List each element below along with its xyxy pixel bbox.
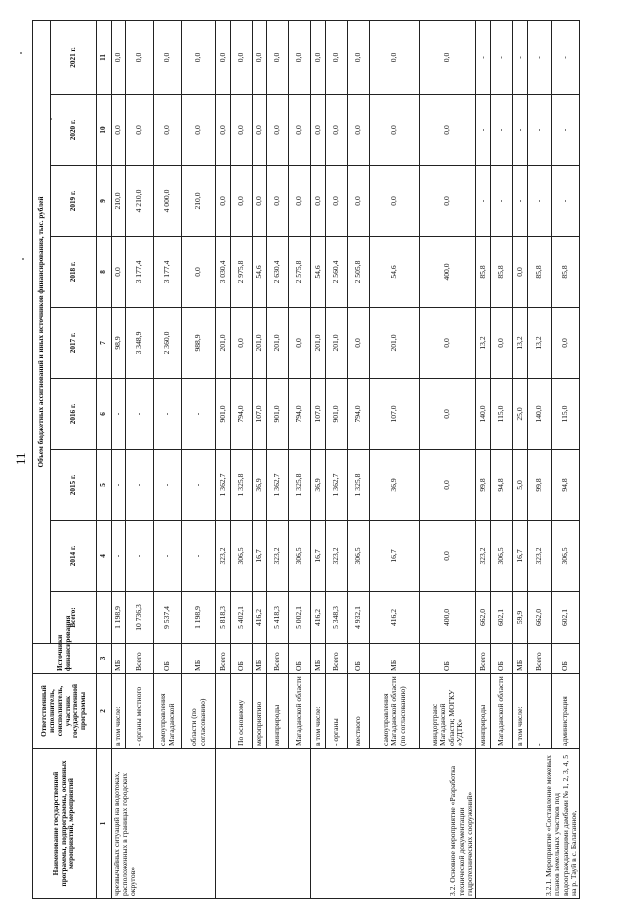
value-cell: 2 975,8 bbox=[231, 237, 253, 308]
value-cell: 0,0 bbox=[216, 166, 231, 237]
value-cell: 0,0 bbox=[420, 95, 476, 166]
value-cell: 602,1 bbox=[552, 592, 580, 644]
source-cell: МБ bbox=[370, 644, 420, 674]
value-cell: 662,0 bbox=[476, 592, 491, 644]
value-cell: 94,8 bbox=[552, 450, 580, 521]
value-cell: 2 505,8 bbox=[348, 237, 370, 308]
value-cell: 323,2 bbox=[326, 521, 348, 592]
executor-cell: самоуправления Магаданской bbox=[154, 674, 182, 749]
value-cell: 5 002,1 bbox=[289, 592, 311, 644]
header-year: 2018 г. bbox=[51, 237, 97, 308]
value-cell: 16,7 bbox=[253, 521, 267, 592]
value-cell: 5,0 bbox=[513, 450, 528, 521]
header-year: 2019 г. bbox=[51, 166, 97, 237]
row-name-cell: 3.2. Основное мероприятие «Разработка технической документации гидротехнических сооружений» bbox=[311, 749, 476, 899]
table-row bbox=[476, 20, 491, 898]
value-cell: 0,0 bbox=[289, 95, 311, 166]
column-number-row bbox=[97, 20, 112, 898]
value-cell: 0,0 bbox=[267, 166, 289, 237]
source-cell: Всего bbox=[126, 644, 154, 674]
value-cell: 0,0 bbox=[370, 95, 420, 166]
value-cell: 16,7 bbox=[513, 521, 528, 592]
table-body bbox=[112, 20, 580, 898]
executor-cell bbox=[216, 674, 231, 749]
value-cell: 0,0 bbox=[182, 237, 216, 308]
value-cell: 0,0 bbox=[126, 20, 154, 94]
value-cell: 0,0 bbox=[420, 20, 476, 94]
value-cell: 16,7 bbox=[311, 521, 326, 592]
executor-cell: миндортранс Магаданской области; МОГКУ «УДТК» bbox=[420, 674, 476, 749]
value-cell: 1 198,9 bbox=[112, 592, 126, 644]
value-cell: 0,0 bbox=[253, 95, 267, 166]
value-cell: 107,0 bbox=[253, 379, 267, 450]
value-cell: - bbox=[528, 20, 552, 94]
column-number: 6 bbox=[97, 379, 112, 450]
executor-cell: в том числе: bbox=[311, 674, 326, 749]
value-cell: 794,0 bbox=[289, 379, 311, 450]
header-total: Всего: bbox=[51, 592, 97, 644]
header-funding-group: Объем бюджетных ассигнований и иных источников финансирования, тыс. рублей bbox=[33, 20, 51, 643]
value-cell: - bbox=[528, 166, 552, 237]
executor-cell: администрация bbox=[552, 674, 580, 749]
value-cell: 9 537,4 bbox=[154, 592, 182, 644]
value-cell: 0,0 bbox=[348, 166, 370, 237]
value-cell: 0,0 bbox=[154, 20, 182, 94]
value-cell: 16,7 bbox=[370, 521, 420, 592]
value-cell: 210,0 bbox=[112, 166, 126, 237]
value-cell: 0,0 bbox=[420, 521, 476, 592]
value-cell: 0,0 bbox=[231, 166, 253, 237]
executor-cell: мероприятию bbox=[253, 674, 267, 749]
value-cell: 794,0 bbox=[348, 379, 370, 450]
value-cell: - bbox=[126, 521, 154, 592]
value-cell: 323,2 bbox=[476, 521, 491, 592]
header-year: 2021 г. bbox=[51, 20, 97, 94]
value-cell: 0,0 bbox=[348, 308, 370, 379]
value-cell: 323,2 bbox=[267, 521, 289, 592]
value-cell: 0,0 bbox=[267, 20, 289, 94]
executor-cell: минприроды bbox=[476, 674, 491, 749]
value-cell: 201,0 bbox=[326, 308, 348, 379]
value-cell: 0,0 bbox=[311, 20, 326, 94]
value-cell: 5 418,3 bbox=[267, 592, 289, 644]
value-cell: - bbox=[552, 95, 580, 166]
value-cell: 115,0 bbox=[491, 379, 513, 450]
source-cell: Всего bbox=[476, 644, 491, 674]
value-cell: 0,0 bbox=[126, 95, 154, 166]
value-cell: 0,0 bbox=[231, 308, 253, 379]
value-cell: 140,0 bbox=[528, 379, 552, 450]
value-cell: 3 030,4 bbox=[216, 237, 231, 308]
value-cell: 0,0 bbox=[491, 308, 513, 379]
value-cell: 54,6 bbox=[370, 237, 420, 308]
value-cell: 0,0 bbox=[420, 308, 476, 379]
value-cell: 416,2 bbox=[311, 592, 326, 644]
value-cell: 4 210,0 bbox=[126, 166, 154, 237]
executor-cell: области (по согласованию) bbox=[182, 674, 216, 749]
source-cell: Всего bbox=[528, 644, 552, 674]
value-cell: 0,0 bbox=[112, 20, 126, 94]
row-name-cell: 3.2.1. Мероприятие «Составление межевых планов земельных участков под водоограждающими дамбами № 1, 2, 3, 4, 5 на р. Тауй в с. Балаганное, bbox=[476, 749, 580, 899]
source-cell: ОБ bbox=[491, 644, 513, 674]
value-cell: 54,6 bbox=[253, 237, 267, 308]
value-cell: 59,9 bbox=[513, 592, 528, 644]
value-cell: 3 177,4 bbox=[154, 237, 182, 308]
value-cell: - bbox=[476, 20, 491, 94]
page-number: 11 bbox=[13, 452, 28, 465]
value-cell: 306,5 bbox=[491, 521, 513, 592]
value-cell: 1 325,8 bbox=[231, 450, 253, 521]
executor-cell: самоуправления Магаданской области (по согласованию) bbox=[370, 674, 420, 749]
value-cell: 0,0 bbox=[420, 379, 476, 450]
column-number bbox=[97, 592, 112, 644]
header-year: 2015 г. bbox=[51, 450, 97, 521]
value-cell: 4 000,0 bbox=[154, 166, 182, 237]
column-number: 1 bbox=[97, 749, 112, 899]
executor-cell: местного bbox=[348, 674, 370, 749]
value-cell: 0,0 bbox=[348, 95, 370, 166]
value-cell: 201,0 bbox=[311, 308, 326, 379]
column-number: 8 bbox=[97, 237, 112, 308]
value-cell: 988,9 bbox=[182, 308, 216, 379]
value-cell: 901,0 bbox=[216, 379, 231, 450]
value-cell: 1 362,7 bbox=[326, 450, 348, 521]
executor-cell: - bbox=[528, 674, 552, 749]
value-cell: 0,0 bbox=[326, 166, 348, 237]
value-cell: - bbox=[513, 20, 528, 94]
table-row bbox=[311, 20, 326, 898]
value-cell: 416,2 bbox=[370, 592, 420, 644]
executor-cell: минприроды bbox=[267, 674, 289, 749]
value-cell: 1 362,7 bbox=[216, 450, 231, 521]
header-source: Источники финансирования bbox=[33, 644, 97, 674]
value-cell: 0,0 bbox=[311, 166, 326, 237]
value-cell: 0,0 bbox=[289, 166, 311, 237]
value-cell: 1 362,7 bbox=[267, 450, 289, 521]
value-cell: - bbox=[491, 20, 513, 94]
value-cell: 0,0 bbox=[182, 20, 216, 94]
value-cell: 140,0 bbox=[476, 379, 491, 450]
value-cell: 0,0 bbox=[154, 95, 182, 166]
value-cell: 0,0 bbox=[112, 237, 126, 308]
value-cell: 10 736,3 bbox=[126, 592, 154, 644]
value-cell: 0,0 bbox=[311, 95, 326, 166]
value-cell: - bbox=[552, 166, 580, 237]
value-cell: 2 630,4 bbox=[267, 237, 289, 308]
value-cell: 0,0 bbox=[370, 166, 420, 237]
value-cell: - bbox=[476, 166, 491, 237]
value-cell: 201,0 bbox=[216, 308, 231, 379]
value-cell: 85,8 bbox=[491, 237, 513, 308]
source-cell: ОБ bbox=[154, 644, 182, 674]
row-name-cell bbox=[216, 749, 311, 899]
value-cell: 901,0 bbox=[326, 379, 348, 450]
value-cell: 0,0 bbox=[216, 95, 231, 166]
column-number: 10 bbox=[97, 95, 112, 166]
source-cell: МБ bbox=[513, 644, 528, 674]
value-cell: - bbox=[126, 450, 154, 521]
value-cell: 201,0 bbox=[253, 308, 267, 379]
value-cell: 0,0 bbox=[420, 166, 476, 237]
value-cell: 0,0 bbox=[289, 20, 311, 94]
value-cell: 4 932,1 bbox=[348, 592, 370, 644]
value-cell: 2 360,0 bbox=[154, 308, 182, 379]
value-cell: 36,9 bbox=[253, 450, 267, 521]
value-cell: - bbox=[154, 379, 182, 450]
value-cell: 107,0 bbox=[311, 379, 326, 450]
value-cell: - bbox=[112, 379, 126, 450]
value-cell: 3 177,4 bbox=[126, 237, 154, 308]
executor-cell: в том числе: bbox=[112, 674, 126, 749]
value-cell: 662,0 bbox=[528, 592, 552, 644]
source-cell: МБ bbox=[253, 644, 267, 674]
value-cell: - bbox=[552, 20, 580, 94]
value-cell: 323,2 bbox=[216, 521, 231, 592]
value-cell: 5 348,3 bbox=[326, 592, 348, 644]
value-cell: 0,0 bbox=[112, 95, 126, 166]
value-cell: 1 198,9 bbox=[182, 592, 216, 644]
column-number: 4 bbox=[97, 521, 112, 592]
value-cell: 25,0 bbox=[513, 379, 528, 450]
value-cell: 99,8 bbox=[476, 450, 491, 521]
value-cell: 0,0 bbox=[253, 20, 267, 94]
source-cell: ОБ bbox=[231, 644, 253, 674]
value-cell: 13,2 bbox=[513, 308, 528, 379]
value-cell: 0,0 bbox=[326, 95, 348, 166]
executor-cell: - органы bbox=[326, 674, 348, 749]
executor-cell: По основному bbox=[231, 674, 253, 749]
value-cell: 2 575,8 bbox=[289, 237, 311, 308]
source-cell: ОБ bbox=[289, 644, 311, 674]
value-cell: 306,5 bbox=[289, 521, 311, 592]
header-name: Наименование государственной программы, подпрограммы, основных мероприятий, мероприятий bbox=[33, 749, 97, 899]
column-number: 7 bbox=[97, 308, 112, 379]
value-cell: 0,0 bbox=[231, 20, 253, 94]
value-cell: 0,0 bbox=[216, 20, 231, 94]
value-cell: - bbox=[112, 450, 126, 521]
value-cell: - bbox=[154, 450, 182, 521]
value-cell: - bbox=[154, 521, 182, 592]
executor-cell: Магаданской области bbox=[491, 674, 513, 749]
value-cell: 2 560,4 bbox=[326, 237, 348, 308]
value-cell: 210,0 bbox=[182, 166, 216, 237]
value-cell: - bbox=[513, 95, 528, 166]
executor-cell: в том числе: bbox=[513, 674, 528, 749]
table-row bbox=[112, 20, 126, 898]
column-number: 2 bbox=[97, 674, 112, 749]
source-cell: ОБ bbox=[552, 644, 580, 674]
value-cell: 54,6 bbox=[311, 237, 326, 308]
value-cell: 94,8 bbox=[491, 450, 513, 521]
value-cell: 13,2 bbox=[528, 308, 552, 379]
value-cell: 0,0 bbox=[182, 95, 216, 166]
value-cell: 0,0 bbox=[420, 450, 476, 521]
value-cell: 306,5 bbox=[348, 521, 370, 592]
source-cell: Всего bbox=[267, 644, 289, 674]
value-cell: 36,9 bbox=[311, 450, 326, 521]
value-cell: 0,0 bbox=[289, 308, 311, 379]
table-row bbox=[216, 20, 231, 898]
value-cell: - bbox=[126, 379, 154, 450]
value-cell: 0,0 bbox=[552, 308, 580, 379]
value-cell: - bbox=[182, 521, 216, 592]
header-year: 2014 г. bbox=[51, 521, 97, 592]
source-cell: МБ bbox=[311, 644, 326, 674]
source-cell: ОБ bbox=[348, 644, 370, 674]
row-name-cell: чрезвычайных ситуаций на водотоках, расположенных в границах городских округов» bbox=[112, 749, 216, 899]
value-cell: - bbox=[491, 166, 513, 237]
executor-cell: - органы местного bbox=[126, 674, 154, 749]
value-cell: 416,2 bbox=[253, 592, 267, 644]
value-cell: 0,0 bbox=[513, 237, 528, 308]
value-cell: 36,9 bbox=[370, 450, 420, 521]
value-cell: 85,8 bbox=[528, 237, 552, 308]
column-number: 11 bbox=[97, 20, 112, 94]
value-cell: 306,5 bbox=[552, 521, 580, 592]
value-cell: 323,2 bbox=[528, 521, 552, 592]
value-cell: 115,0 bbox=[552, 379, 580, 450]
value-cell: - bbox=[476, 95, 491, 166]
value-cell: 5 818,3 bbox=[216, 592, 231, 644]
source-cell: МБ bbox=[182, 644, 216, 674]
value-cell: 602,1 bbox=[491, 592, 513, 644]
value-cell: 5 402,1 bbox=[231, 592, 253, 644]
value-cell: 400,0 bbox=[420, 237, 476, 308]
value-cell: 0,0 bbox=[267, 95, 289, 166]
value-cell: 0,0 bbox=[231, 95, 253, 166]
value-cell: 901,0 bbox=[267, 379, 289, 450]
source-cell: ОБ bbox=[420, 644, 476, 674]
value-cell: 306,5 bbox=[231, 521, 253, 592]
header-year: 2016 г. bbox=[51, 379, 97, 450]
value-cell: 794,0 bbox=[231, 379, 253, 450]
value-cell: 400,0 bbox=[420, 592, 476, 644]
value-cell: 1 325,8 bbox=[348, 450, 370, 521]
value-cell: - bbox=[182, 450, 216, 521]
value-cell: - bbox=[491, 95, 513, 166]
column-number: 5 bbox=[97, 450, 112, 521]
value-cell: 13,2 bbox=[476, 308, 491, 379]
value-cell: 0,0 bbox=[348, 20, 370, 94]
funding-table bbox=[32, 20, 580, 899]
value-cell: 201,0 bbox=[370, 308, 420, 379]
value-cell: - bbox=[528, 95, 552, 166]
value-cell: 0,0 bbox=[370, 20, 420, 94]
value-cell: 1 325,8 bbox=[289, 450, 311, 521]
value-cell: - bbox=[513, 166, 528, 237]
value-cell: 201,0 bbox=[267, 308, 289, 379]
source-cell: Всего bbox=[326, 644, 348, 674]
value-cell: 0,0 bbox=[326, 20, 348, 94]
value-cell: - bbox=[182, 379, 216, 450]
value-cell: 99,8 bbox=[528, 450, 552, 521]
header-year: 2017 г. bbox=[51, 308, 97, 379]
value-cell: 98,9 bbox=[112, 308, 126, 379]
value-cell: 0,0 bbox=[253, 166, 267, 237]
value-cell: 85,8 bbox=[476, 237, 491, 308]
column-number: 3 bbox=[97, 644, 112, 674]
executor-cell: Магаданской области bbox=[289, 674, 311, 749]
value-cell: - bbox=[112, 521, 126, 592]
header-year: 2020 г. bbox=[51, 95, 97, 166]
header-executor: Ответственный исполнитель, соисполнитель, участник государственной программы bbox=[33, 674, 97, 749]
source-cell: Всего bbox=[216, 644, 231, 674]
value-cell: 107,0 bbox=[370, 379, 420, 450]
value-cell: 3 348,9 bbox=[126, 308, 154, 379]
source-cell: МБ bbox=[112, 644, 126, 674]
value-cell: 85,8 bbox=[552, 237, 580, 308]
column-number: 9 bbox=[97, 166, 112, 237]
